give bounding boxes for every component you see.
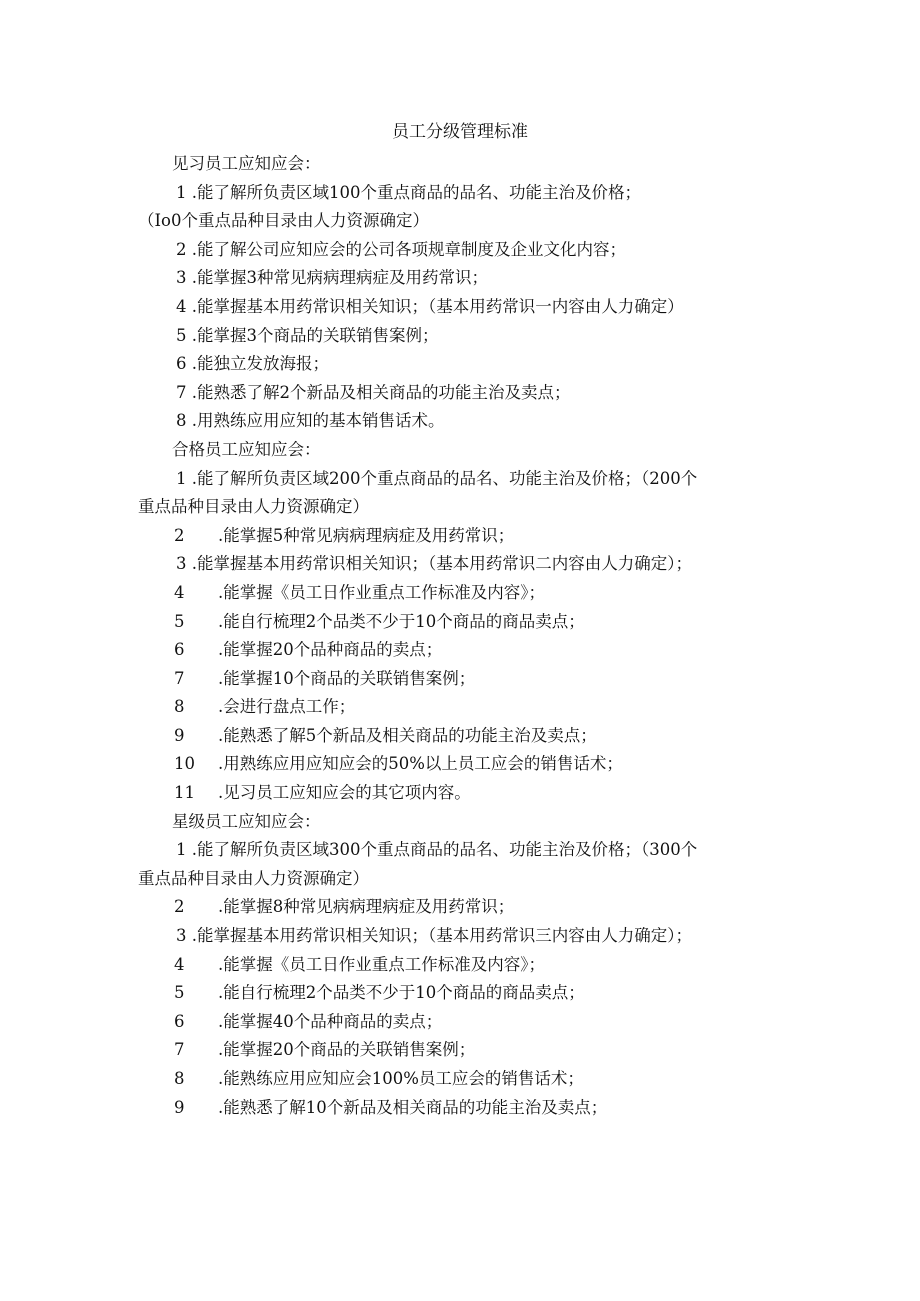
list-item-number: 11 (174, 783, 195, 803)
list-item (0, 722, 920, 751)
list-item-number: 9 (174, 725, 185, 745)
list-item-text: .能掌握基本用药常识相关知识；（基本用药常识三内容由人力确定）； (191, 926, 692, 946)
list-item-number: 4 (174, 954, 185, 974)
list-item (0, 893, 920, 922)
section-heading: 合格员工应知应会： (172, 439, 321, 459)
list-item-text: .能熟悉了解10个新品及相关商品的功能主治及卖点； (218, 1097, 608, 1117)
list-item-number: 7 (176, 382, 187, 402)
list-item (0, 636, 920, 665)
list-item-text: .能掌握3种常见病病理病症及用药常识； (191, 268, 488, 288)
list-item-continuation: 重点品种目录由人力资源确定） (138, 868, 369, 888)
list-item (0, 750, 920, 779)
list-item-text: .能熟悉了解5个新品及相关商品的功能主治及卖点； (218, 725, 597, 745)
list-item-text: .能熟悉了解2个新品及相关商品的功能主治及卖点； (191, 382, 571, 402)
list-item-number: 7 (174, 668, 185, 688)
list-item (0, 1008, 920, 1037)
list-item (0, 1036, 920, 1065)
list-item-number: 8 (174, 1069, 185, 1088)
list-item (0, 379, 920, 408)
list-item-text: .会进行盘点工作； (218, 697, 356, 717)
list-item (0, 264, 920, 293)
list-item-number: 4 (174, 582, 185, 602)
list-item-number: 1 (176, 468, 187, 488)
list-item-number: 3 (176, 554, 187, 574)
list-item-text: .用熟练应用应知应会的50%以上员工应会的销售话术； (218, 754, 623, 774)
list-item-number: 2 (174, 897, 185, 917)
list-item (0, 350, 920, 379)
document-title: 员工分级管理标准 (392, 122, 528, 142)
list-item (0, 236, 920, 265)
list-item-number: 8 (174, 697, 185, 717)
list-item-number: 9 (174, 1097, 185, 1117)
list-item-text: .能掌握40个品种商品的卖点； (218, 1011, 443, 1031)
list-item-text: .见习员工应知应会的其它项内容。 (218, 783, 471, 803)
document-body (0, 150, 920, 1122)
list-item-text: .能熟练应用应知应会100%员工应会的销售话术； (218, 1069, 584, 1088)
list-item-number: 4 (176, 296, 187, 316)
list-item-continuation: （Io0个重点品种目录由人力资源确定） (138, 211, 429, 231)
list-item-text: .能掌握基本用药常识相关知识；（基本用药常识一内容由人力确定） (191, 296, 684, 316)
list-item-text: .能了解所负责区域100个重点商品的品名、功能主治及价格； (191, 182, 641, 202)
list-item (0, 465, 920, 494)
list-item (0, 522, 920, 551)
list-item-number: 3 (176, 268, 187, 288)
list-item-text: .能掌握8种常见病病理病症及用药常识； (218, 897, 515, 917)
list-item (0, 665, 920, 694)
list-item-text: .能了解所负责区域300个重点商品的品名、功能主治及价格；（300个 (191, 840, 698, 860)
list-item (0, 836, 920, 865)
list-item-text: .能掌握《员工日作业重点工作标准及内容》； (218, 582, 545, 602)
list-item-text: .能掌握《员工日作业重点工作标准及内容》； (218, 954, 545, 974)
list-item-number: 5 (174, 983, 185, 1003)
list-item-number: 5 (174, 611, 185, 631)
list-item-text: .能掌握20个商品的关联销售案例； (218, 1040, 476, 1060)
list-item-number: 2 (174, 525, 185, 545)
list-item-text: .能掌握5种常见病病理病症及用药常识； (218, 525, 515, 545)
list-item-number: 2 (176, 239, 187, 259)
list-item (0, 608, 920, 637)
list-item-number: 10 (174, 754, 195, 774)
list-item-text: .能掌握20个品种商品的卖点； (218, 640, 443, 660)
list-item-number: 8 (176, 411, 187, 431)
list-item (0, 1094, 920, 1123)
list-item-number: 6 (174, 1011, 185, 1031)
list-item (0, 293, 920, 322)
list-item-text: .能了解公司应知应会的公司各项规章制度及企业文化内容； (191, 239, 626, 259)
list-item-text: .用熟练应用应知的基本销售话术。 (191, 411, 445, 431)
list-item (0, 579, 920, 608)
list-item-text: .能掌握基本用药常识相关知识；（基本用药常识二内容由人力确定）； (191, 554, 692, 574)
list-item (0, 693, 920, 722)
list-item (0, 979, 920, 1008)
list-item-text: .能掌握3个商品的关联销售案例； (191, 325, 439, 345)
list-item-text: .能自行梳理2个品类不少于10个商品的商品卖点； (218, 983, 585, 1003)
list-item-text: .能独立发放海报； (191, 354, 329, 374)
list-item-number: 6 (176, 354, 187, 374)
list-item-number: 1 (176, 840, 187, 860)
section-heading: 星级员工应知应会： (172, 811, 321, 831)
list-item (0, 779, 920, 808)
list-item-number: 5 (176, 325, 187, 345)
list-item (0, 322, 920, 351)
section-heading: 见习员工应知应会： (172, 154, 321, 173)
list-item (0, 407, 920, 436)
list-item-text: .能掌握10个商品的关联销售案例； (218, 668, 476, 688)
list-item (0, 951, 920, 980)
list-item-text: .能自行梳理2个品类不少于10个商品的商品卖点； (218, 611, 585, 631)
list-item (0, 1065, 920, 1094)
list-item-number: 7 (174, 1040, 185, 1060)
list-item-continuation: 重点品种目录由人力资源确定） (138, 497, 369, 517)
list-item (0, 922, 920, 951)
list-item-text: .能了解所负责区域200个重点商品的品名、功能主治及价格；（200个 (191, 468, 698, 488)
list-item (0, 550, 920, 579)
list-item-number: 3 (176, 926, 187, 946)
list-item-number: 1 (176, 182, 187, 202)
list-item (0, 179, 920, 208)
list-item-number: 6 (174, 640, 185, 660)
